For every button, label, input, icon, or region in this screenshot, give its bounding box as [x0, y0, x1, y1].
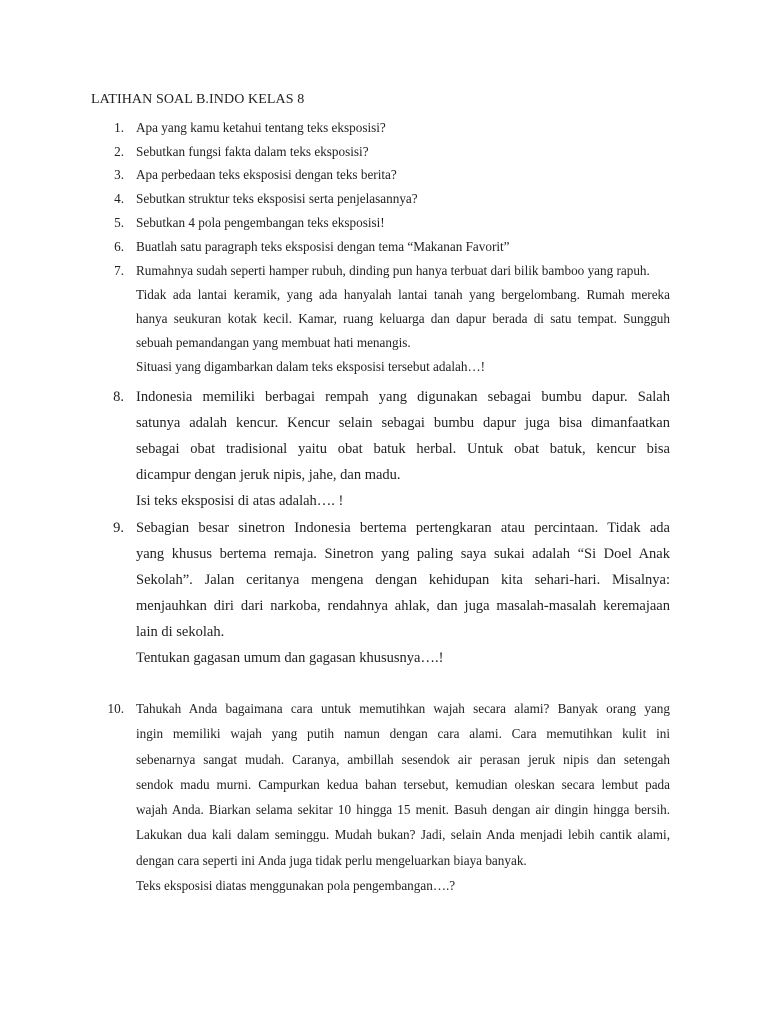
question-line: Sebutkan struktur teks eksposisi serta penjelasannya?	[136, 191, 418, 206]
question-line: hanya seukuran kotak kecil. Kamar, ruang keluarga dan dapur berada di satu tempat. Sungguh	[136, 311, 670, 326]
question-line: Sebutkan 4 pola pengembangan teks eksposisi!	[136, 215, 385, 230]
question-line: Buatlah satu paragraph teks eksposisi dengan tema “Makanan Favorit”	[136, 239, 510, 254]
question-number: 4.	[114, 191, 124, 206]
question-line: Tahukah Anda bagaimana cara untuk memutihkan wajah secara alami? Banyak orang yang	[136, 701, 670, 716]
question-text	[136, 211, 670, 235]
question-line: sebagai obat tradisional yaitu obat batuk herbal. Untuk obat batuk, kencur bisa	[136, 441, 670, 457]
question-line: Apa yang kamu ketahui tentang teks eksposisi?	[136, 120, 386, 135]
question-number: 5.	[114, 215, 124, 230]
question-number: 6.	[114, 239, 124, 254]
question-text	[136, 140, 670, 164]
question-line: yang khusus bertema remaja. Sinetron yang paling saya sukai adalah “Si Doel Anak	[136, 546, 670, 562]
question-line: Apa perbedaan teks eksposisi dengan teks berita?	[136, 167, 397, 182]
question-line: Lakukan dua kali dalam seminggu. Mudah bukan? Jadi, selain Anda menjadi lebih cantik alami,	[136, 827, 670, 843]
document-title: LATIHAN SOAL B.INDO KELAS 8	[91, 92, 305, 107]
question-line: Sebagian besar sinetron Indonesia bertema pertengkaran atau percintaan. Tidak ada	[136, 520, 670, 536]
question-line: menjauhkan diri dari narkoba, rendahnya ahlak, dan juga masalah-masalah keremajaan	[136, 598, 670, 614]
question-number: 7.	[114, 263, 124, 278]
question-number: 8.	[113, 389, 124, 405]
question-text	[136, 187, 670, 211]
question-line: Rumahnya sudah seperti hamper rubuh, dinding pun hanya terbuat dari bilik bamboo yang rapuh.	[136, 263, 650, 278]
question-number: 2.	[114, 144, 124, 159]
question-line: wajah Anda. Biarkan selama sekitar 10 hingga 15 menit. Basuh dengan air dingin hingga bersih.	[136, 802, 670, 818]
question-line: Isi teks eksposisi di atas adalah…. !	[136, 493, 344, 509]
question-line: lain di sekolah.	[136, 624, 225, 640]
question-text	[136, 163, 670, 187]
question-line: Teks eksposisi diatas menggunakan pola pengembangan….?	[136, 878, 456, 894]
question-line: Sebutkan fungsi fakta dalam teks eksposisi?	[136, 144, 369, 159]
question-text	[136, 116, 670, 140]
question-line: sendok madu murni. Campurkan kedua bahan tersebut, kemudian oleskan secara lembut pada	[136, 776, 670, 792]
question-text	[136, 259, 670, 379]
question-line: Sekolah”. Jalan ceritanya mengena dengan kehidupan kita sehari-hari. Misalnya:	[136, 572, 670, 588]
question-line: Indonesia memiliki berbagai rempah yang digunakan sebagai bumbu dapur. Salah	[136, 389, 670, 405]
question-line: dengan cara seperti ini Anda juga tidak perlu mengeluarkan biaya banyak.	[136, 852, 527, 868]
question-number: 3.	[114, 167, 124, 182]
question-text	[136, 384, 670, 514]
question-number: 10.	[107, 701, 124, 716]
question-line: ingin memiliki wajah yang putih namun dengan cara alami. Cara memutihkan kulit ini	[136, 726, 670, 742]
question-line: dicampur dengan jeruk nipis, jahe, dan madu.	[136, 467, 401, 483]
question-text	[136, 515, 670, 671]
question-line: Tentukan gagasan umum dan gagasan khususnya….!	[136, 650, 444, 666]
question-line: sebenarnya sangat mudah. Caranya, ambillah sesendok air perasan jeruk nipis dan setengah	[136, 751, 670, 767]
question-text	[136, 696, 670, 898]
question-line: Situasi yang digambarkan dalam teks eksposisi tersebut adalah…!	[136, 359, 486, 374]
question-line: sebuah pemandangan yang membuat hati menangis.	[136, 335, 411, 350]
question-line: satunya adalah kencur. Kencur selain sebagai bumbu dapur juga bisa dimanfaatkan	[136, 415, 670, 431]
question-number: 9.	[113, 520, 124, 536]
question-line: Tidak ada lantai keramik, yang ada hanyalah lantai tanah yang bergelombang. Rumah mereka	[136, 287, 670, 302]
question-number: 1.	[114, 120, 124, 135]
question-text	[136, 235, 670, 259]
